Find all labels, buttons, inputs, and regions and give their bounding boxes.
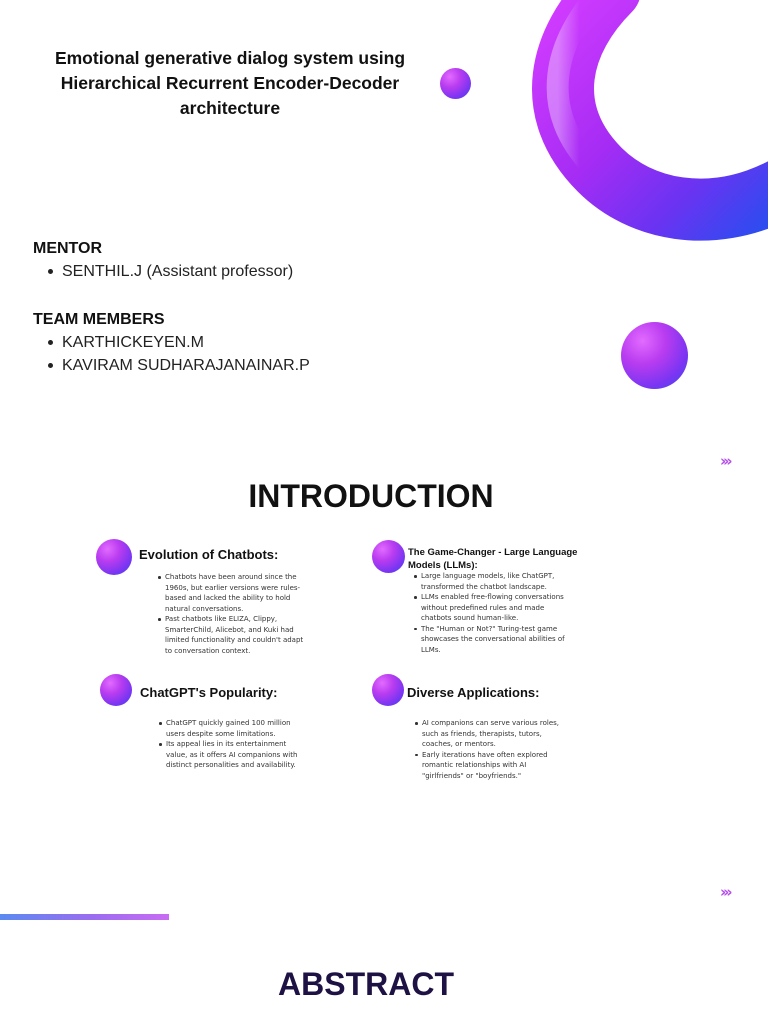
list-item: Its appeal lies in its entertainment value, as it offers AI companions with distinct personalities and availability. [158,739,308,771]
card-title-evolution: Evolution of Chatbots: [139,547,279,562]
divider-bar [0,914,169,920]
card-title-llm: The Game-Changer - Large Language Models (LLMs): [408,547,578,571]
list-item: Early iterations have often explored romantic relationships with AI "girlfriends" or "boyfriends." [414,750,564,782]
list-item: Large language models, like ChatGPT, transformed the chatbot landscape. [413,571,573,592]
mentor-section [33,240,453,283]
title-line: Hierarchical Recurrent Encoder-Decoder [60,73,400,93]
abstract-heading: ABSTRACT [278,966,454,1002]
card-title-chatgpt: ChatGPT's Popularity: [140,685,278,700]
title-line: architecture [179,98,281,118]
list-item: The "Human or Not?" Turing-test game showcases the conversational abilities of LLMs. [413,624,573,656]
team-section [33,311,453,377]
ribbon-decoration [520,0,768,260]
list-item: LLMs enabled free-flowing conversations without predefined rules and made chatbots sound human-like. [413,592,573,624]
team-heading: TEAM MEMBERS [33,311,165,328]
list-item: ChatGPT quickly gained 100 million users despite some limitations. [158,718,308,739]
card-sphere-icon [100,674,132,706]
card-bullets-llm [413,571,573,655]
title-line: Emotional generative dialog system using [54,48,406,68]
list-item: Past chatbots like ELIZA, Clippy, SmarterChild, Alicebot, and Kuki had limited functionality and couldn't adapt to conversation context. [157,614,305,656]
card-bullets-chatgpt [158,718,308,771]
document-title [30,46,430,121]
card-title-applications: Diverse Applications: [407,685,540,700]
introduction-heading: INTRODUCTION [248,478,494,514]
chevrons-icon: ››› [720,452,730,470]
chevrons-icon: ››› [720,883,730,901]
team-member: KAVIRAM SUDHARAJANAINAR.P [33,354,453,377]
list-item: AI companions can serve various roles, such as friends, therapists, tutors, coaches, or mentors. [414,718,564,750]
card-sphere-icon [372,674,404,706]
sphere-decoration-small [440,68,471,99]
mentor-heading: MENTOR [33,240,103,257]
list-item: Chatbots have been around since the 1960s, but earlier versions were rules-based and lacked the ability to hold natural conversations. [157,572,305,614]
card-sphere-icon [372,540,405,573]
team-member: KARTHICKEYEN.M [33,331,453,354]
card-bullets-evolution [157,572,305,656]
sphere-decoration-large [621,322,688,389]
card-bullets-applications [414,718,564,781]
card-sphere-icon [96,539,132,575]
mentor-name: SENTHIL.J (Assistant professor) [33,260,453,283]
